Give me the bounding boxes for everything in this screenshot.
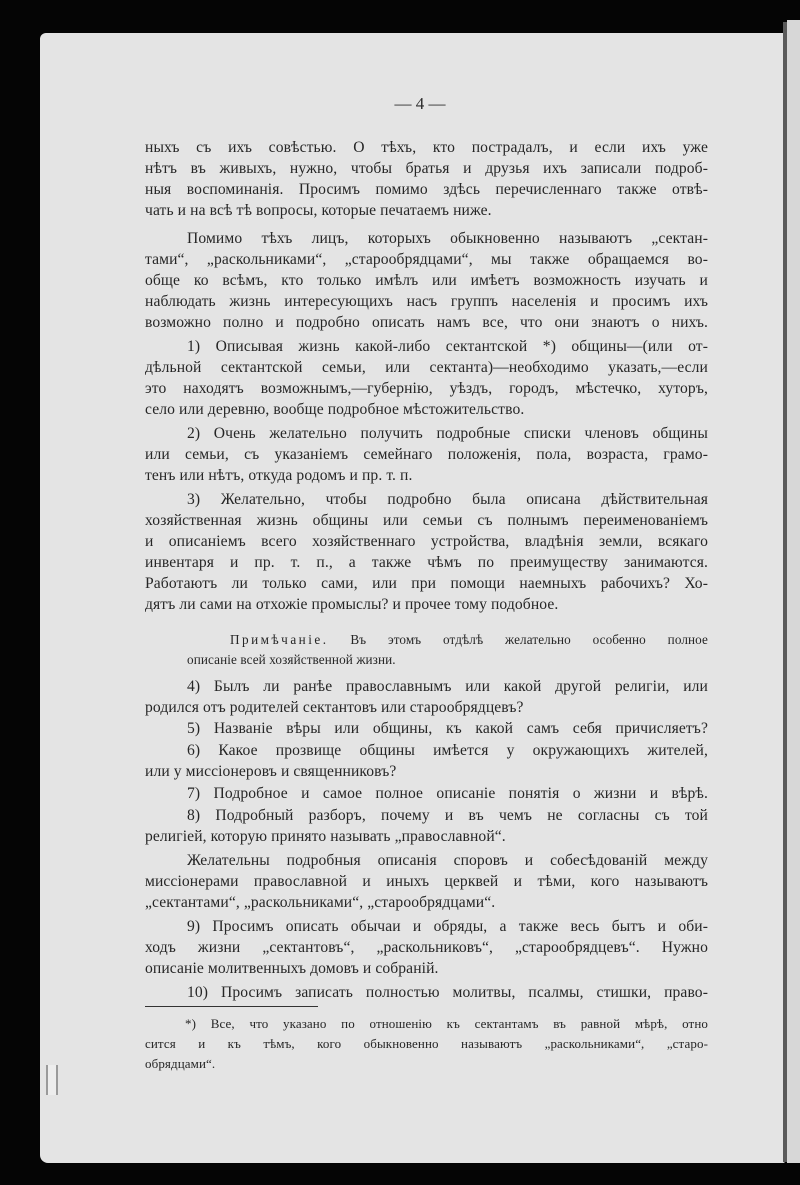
text-line: Желательны подробныя описанія споровъ и собесѣдованій между (187, 852, 708, 869)
text-line: 6) Какое прозвище общины имѣется у окружающихъ жителей, (187, 742, 708, 759)
footnote-line: *) Все, что указано по отношенію къ сектантамъ въ равной мѣрѣ, отно (185, 1016, 708, 1031)
text-line: чать и на всѣ тѣ вопросы, которые печатаемъ ниже. (145, 202, 492, 219)
text-line: село или деревню, вообще подробное мѣстожительство. (145, 401, 525, 418)
text-line: миссіонерами православной и иныхъ церквей и тѣми, кого называютъ (145, 873, 708, 890)
text-line: описаніе молитвенныхъ домовъ и собраній. (145, 960, 439, 977)
text-line: ныхъ съ ихъ совѣстью. О тѣхъ, кто пострадалъ, и если ихъ уже (145, 139, 708, 156)
note-text: Въ этомъ отдѣлѣ желательно особенно полное (350, 632, 708, 647)
binding-tab-mark (46, 1065, 58, 1095)
text-line: ходъ жизни „сектантовъ“, „раскольниковъ“, „старообрядцевъ“. Нужно (145, 939, 708, 956)
text-line: 1) Описывая жизнь какой-либо сектантской *) общины—(или от- (187, 338, 708, 355)
text-line: или семьи, съ указаніемъ семейнаго положенія, пола, возраста, грамо- (145, 446, 708, 463)
text-line: Работаютъ ли только сами, или при помощи наемныхъ рабочихъ? Хо- (145, 575, 708, 592)
text-line: родился отъ родителей сектантовъ или старообрядцевъ? (145, 699, 524, 716)
note-line (230, 630, 708, 650)
note-line: описаніе всей хозяйственной жизни. (187, 652, 396, 667)
page-number: — 4 — (394, 94, 446, 113)
text-line: 10) Просимъ записать полностью молитвы, псалмы, стишки, право- (187, 984, 708, 1001)
text-line: дѣльной сектантской семьи, или сектанта)—необходимо указать,—если (145, 359, 708, 376)
footnote-line: обрядцами“. (145, 1056, 216, 1071)
text-line: 9) Просимъ описать обычаи и обряды, а также весь бытъ и оби- (187, 918, 708, 935)
text-line: обще ко всѣмъ, кто только имѣлъ или имѣетъ возможность изучать и (145, 272, 708, 289)
text-line: инвентаря и пр. т. п., а также чѣмъ по преимуществу занимаются. (145, 554, 708, 571)
text-line: или у миссіонеровъ и священниковъ? (145, 763, 397, 780)
text-line: это находятъ возможнымъ,—губернію, уѣздъ, городъ, мѣстечко, хуторъ, (145, 380, 708, 397)
text-line: 8) Подробный разборъ, почему и въ чемъ не согласны съ той (187, 807, 708, 824)
text-line: религіей, которую принято называть „православной“. (145, 828, 506, 845)
text-line: нѣтъ въ живыхъ, нужно, чтобы братья и друзья ихъ записали подроб- (145, 160, 708, 177)
next-page-edge (787, 20, 800, 1163)
note-label: Примѣчаніе. (230, 632, 329, 647)
text-line: тами“, „раскольниками“, „старообрядцами“, мы также обращаемся во- (145, 251, 708, 268)
text-line: 4) Былъ ли ранѣе православнымъ или какой другой религіи, или (187, 678, 708, 695)
text-line: наблюдать жизнь интересующихъ насъ группъ населенія и просимъ ихъ (145, 293, 708, 310)
text-line: дятъ ли сами на отхожіе промыслы? и прочее тому подобное. (145, 596, 559, 613)
text-line: „сектантами“, „раскольниками“, „старообрядцами“. (145, 894, 496, 911)
footnote-rule (145, 1006, 318, 1007)
text-line: хозяйственная жизнь общины или семьи съ полнымъ переименованіемъ (145, 512, 708, 529)
text-line: 3) Желательно, чтобы подробно была описана дѣйствительная (187, 491, 708, 508)
text-line: ныя воспоминанія. Просимъ помимо здѣсь перечисленнаго также отвѣ- (145, 181, 708, 198)
text-line: 5) Названіе вѣры или общины, къ какой самъ себя причисляетъ? (187, 720, 708, 737)
text-line: 7) Подробное и самое полное описаніе понятія о жизни и вѣрѣ. (187, 785, 708, 802)
text-line: 2) Очень желательно получить подробные списки членовъ общины (187, 425, 708, 442)
text-line: и описаніемъ всего хозяйственнаго устройства, владѣнія земли, всякаго (145, 533, 708, 550)
text-line: Помимо тѣхъ лицъ, которыхъ обыкновенно называютъ „сектан- (187, 230, 708, 247)
text-line: возможно полно и подробно описать намъ все, что они знаютъ о нихъ. (145, 314, 708, 331)
text-line: тенъ или нѣтъ, откуда родомъ и пр. т. п. (145, 467, 413, 484)
footnote-line: сится и къ тѣмъ, кого обыкновенно называютъ „раскольниками“, „старо- (145, 1036, 708, 1051)
